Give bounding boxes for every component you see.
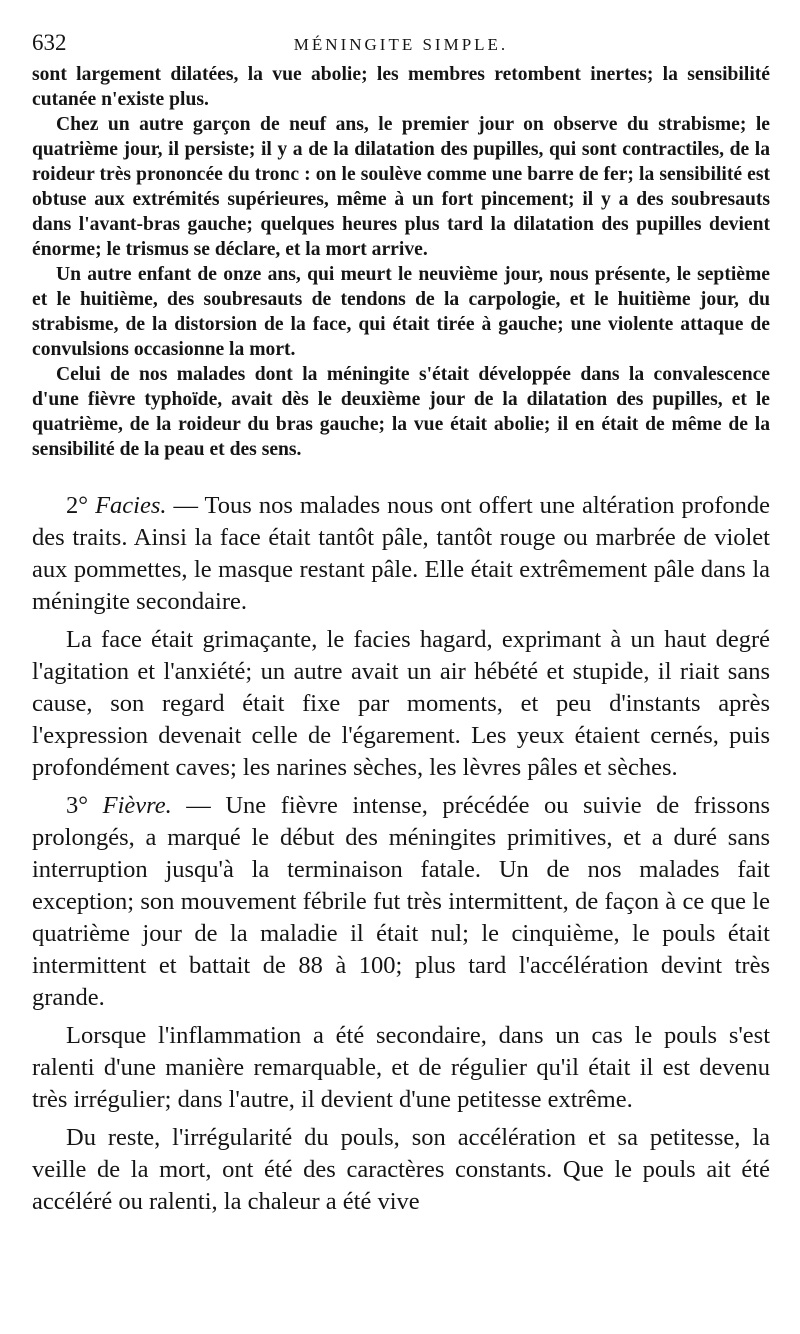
main-text-block <box>32 490 770 1218</box>
paragraph-continuation: sont largement dilatées, la vue abolie; les membres retombent inertes; la sensibilité cutanée n'existe plus. <box>32 64 770 110</box>
section-text: — Tous nos malades nous ont offert une altération profonde des traits. Ainsi la face était tantôt pâle, tantôt rouge ou marbrée de violet aux pommettes, le masque restant pâle. Elle était extrêmement pâle dans la méningite secondaire. <box>32 492 770 615</box>
running-title: MÉNINGITE SIMPLE. <box>293 35 509 54</box>
section-heading: Fièvre. <box>102 792 172 819</box>
section-number: 2° <box>66 492 89 519</box>
small-print-block <box>32 62 770 462</box>
paragraph-case-typhoid: Celui de nos malades dont la méningite s'était développée dans la convalescence d'une fièvre typhoïde, avait dès le deuxième jour de la dilatation des pupilles, et le quatrième, de la roideur du bras gauche; la vue était abolie; il en était de même de la sensibilité de la peau et des sens. <box>32 364 770 460</box>
section-heading: Facies. <box>95 492 167 519</box>
section-number: 3° <box>66 792 89 819</box>
paragraph-pouls-secondaire: Lorsque l'inflammation a été secondaire, dans un cas le pouls s'est ralenti d'une manière remarquable, et de régulier qu'il était il est devenu très irrégulier; dans l'autre, il devient d'une petitesse extrême. <box>32 1022 770 1113</box>
paragraph-facies-details: La face était grimaçante, le facies hagard, exprimant à un haut degré l'agitation et l'anxiété; un autre avait un air hébété et stupide, il riait sans cause, son regard était fixe par moments, et peu d'instants après l'expression devenait celle de l'égarement. Les yeux étaient cernés, puis profondément caves; les narines sèches, les lèvres pâles et sèches. <box>32 626 770 781</box>
section-facies <box>32 490 770 618</box>
section-fievre <box>32 790 770 1014</box>
running-header <box>32 30 770 62</box>
section-text: — Une fièvre intense, précédée ou suivie de frissons prolongés, a marqué le début des méningites primitives, et a duré sans interruption jusqu'à la terminaison fatale. Un de nos malades fait exception; son mouvement fébrile fut très intermittent, de façon à ce que le quatrième jour de la maladie il était nul; le cinquième, le pouls était intermittent et battait de 88 à 100; plus tard l'accélération devint très grande. <box>32 792 770 1011</box>
paragraph-pouls-constants: Du reste, l'irrégularité du pouls, son accélération et sa petitesse, la veille de la mort, ont été des caractères constants. Que le pouls ait été accéléré ou ralenti, la chaleur a été vive <box>32 1124 770 1215</box>
paragraph-case-nine-year-old: Chez un autre garçon de neuf ans, le premier jour on observe du strabisme; le quatrième jour, il persiste; il y a de la dilatation des pupilles, qui sont contractiles, de la roideur très prononcée du tronc : on le soulève comme une barre de fer; la sensibilité est obtuse aux extrémités supérieures, même à un fort pincement; il y a des soubresauts dans l'avant-bras gauche; quelques heures plus tard la dilatation des pupilles devient énorme; le trismus se déclare, et la mort arrive. <box>32 114 770 260</box>
page-number: 632 <box>32 30 67 55</box>
paragraph-case-eleven-year-old: Un autre enfant de onze ans, qui meurt le neuvième jour, nous présente, le septième et le huitième, des soubresauts de tendons de la carpologie, et le huitième jour, du strabisme, de la distorsion de la face, qui était tirée à gauche; une violente attaque de convulsions occasionne la mort. <box>32 264 770 360</box>
